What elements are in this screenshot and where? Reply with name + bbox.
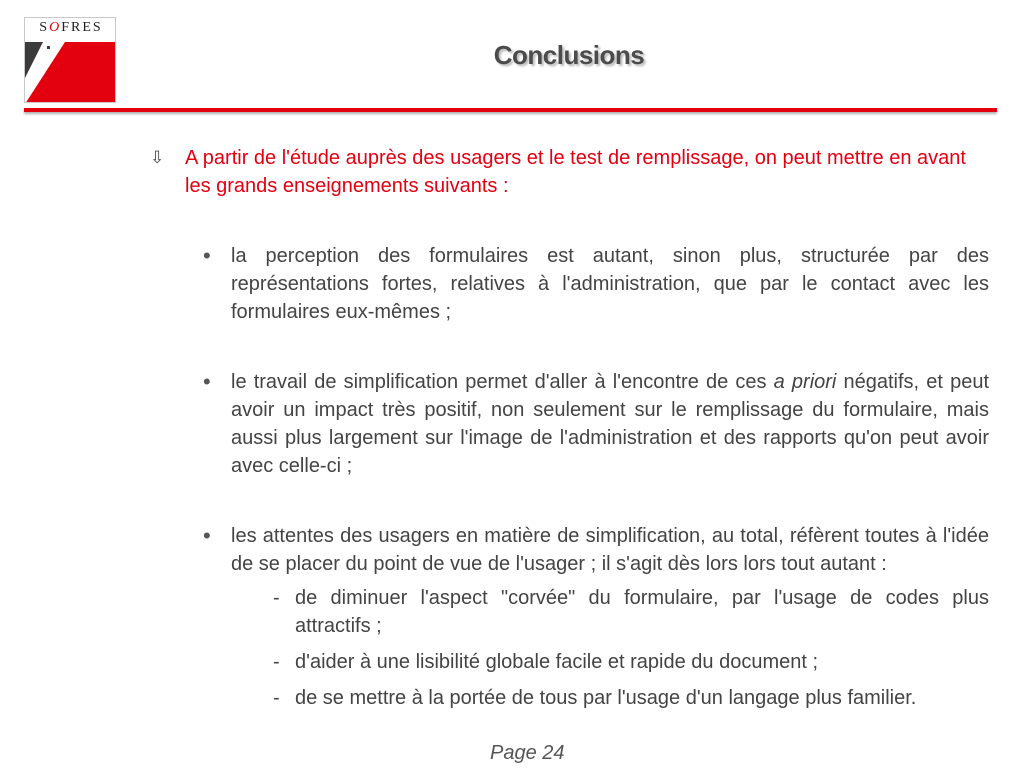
list-item xyxy=(203,368,989,480)
point-text: la perception des formulaires est autant, sinon plus, structurée par des représentations fortes, relatives à l'administration, que par le contact avec les formulaires eux-mêmes ; xyxy=(231,245,989,323)
sub-item-text: d'aider à une lisibilité globale facile et rapide du document ; xyxy=(295,651,819,673)
bullet-icon: • xyxy=(203,523,211,548)
point-text-italic: a priori xyxy=(773,371,837,393)
page-number: Page 24 xyxy=(490,742,565,764)
point-text-start: le travail de simplification permet d'aller à l'encontre de ces xyxy=(231,371,774,393)
dash-marker: - xyxy=(273,687,280,709)
dash-marker: - xyxy=(273,587,280,609)
list-item xyxy=(203,522,989,712)
slide-title: Conclusions xyxy=(493,40,645,70)
sub-list-item xyxy=(273,648,989,676)
sub-item-text: de se mettre à la portée de tous par l'usage d'un langage plus familier. xyxy=(295,687,917,709)
lead-text: A partir de l'étude auprès des usagers et le test de remplissage, on peut mettre en avant les grands enseignements suivants : xyxy=(185,147,966,197)
lead-paragraph xyxy=(150,144,989,200)
bullet-icon: • xyxy=(203,369,211,394)
dash-marker: - xyxy=(273,651,280,673)
down-arrow-icon: ⇩ xyxy=(150,148,165,167)
slide-content xyxy=(150,144,989,720)
sub-item-text: de diminuer l'aspect "corvée" du formulaire, par l'usage de codes plus attractifs ; xyxy=(295,587,989,637)
sub-list xyxy=(273,584,989,712)
sub-list-item xyxy=(273,684,989,712)
title-divider xyxy=(24,108,997,112)
logo-lettering: SOFRES xyxy=(39,20,103,35)
bullet-icon: • xyxy=(203,243,211,268)
point-text-end: négatifs, et peut avoir un impact très positif, non seulement sur le remplissage du formulaire, mais aussi plus largement sur l'image de l'administration et des rapports qu'on peut avoir avec celle-ci ; xyxy=(231,371,989,477)
list-item xyxy=(203,242,989,326)
sub-list-item xyxy=(273,584,989,640)
conclusion-list xyxy=(203,242,989,712)
point-text: les attentes des usagers en matière de simplification, au total, réfèrent toutes à l'idée de se placer du point de vue de l'usager ; il s'agit dès lors lors tout autant : xyxy=(231,525,989,575)
